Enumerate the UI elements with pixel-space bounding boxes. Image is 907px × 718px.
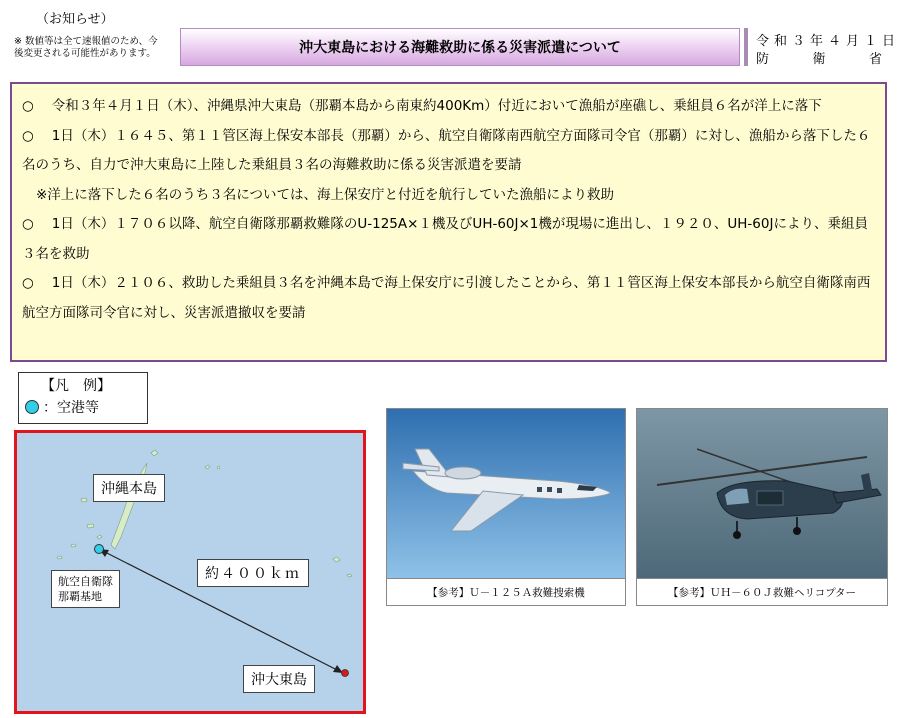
- summary-item-3: [22, 210, 875, 269]
- issue-date: 令和３年４月１日: [756, 34, 901, 49]
- small-island-shape: [217, 466, 220, 469]
- distance-label: 約４００ｋｍ: [197, 559, 309, 587]
- uh60j-helicopter-photo: [637, 409, 887, 579]
- legend-item-airport: [25, 397, 147, 417]
- small-island-shape: [71, 544, 76, 547]
- summary-text: 令和３年４月１日（木）、沖縄県沖大東島（那覇本島から南東約400Km）付近において漁船が座礁し、乗組員６名が洋上に落下: [51, 98, 822, 114]
- small-island-shape: [57, 556, 62, 559]
- u125a-photo-panel: [386, 408, 626, 606]
- u125a-caption: 【参考】Ｕ－１２５Ａ救難捜索機: [387, 578, 625, 605]
- small-island-shape: [81, 498, 87, 502]
- notice-label: （お知らせ）: [36, 12, 114, 27]
- title-divider: [744, 28, 748, 66]
- legend-item-label: ：空港等: [43, 400, 99, 416]
- small-island-shape: [205, 465, 210, 469]
- page-title: 沖大東島における海難救助に係る災害派遣について: [180, 28, 740, 66]
- ministry-char-2: 衛: [812, 52, 826, 67]
- disclaimer-note: ※ 数値等は全て速報値のため、今後変更される可能性があります。: [14, 36, 158, 59]
- small-island-shape: [151, 450, 158, 456]
- small-island-shape: [333, 557, 340, 562]
- airport-dot-icon: [25, 400, 39, 414]
- okidaito-island-marker: [342, 670, 349, 677]
- bullet-mark: ○: [22, 216, 34, 232]
- base-label-line1: 航空自衛隊: [58, 575, 113, 588]
- bullet-mark: ○: [22, 98, 34, 114]
- small-island-shape: [97, 535, 102, 539]
- okinawa-label: 沖縄本島: [93, 474, 165, 502]
- summary-item-1: [22, 92, 875, 122]
- summary-text: 1日（木）１６４５、第１１管区海上保安本部長（那覇）から、航空自衛隊南西航空方面隊司令官（那覇）に対し、漁船から落下した６名のうち、自力で沖大東島に上陸した乗組員３名の海難救助に係る災害派遣を要請: [22, 127, 871, 173]
- naha-airbase-marker: [95, 545, 104, 554]
- small-island-shape: [347, 574, 352, 577]
- summary-box: [10, 82, 887, 362]
- uh60j-caption: 【参考】ＵＨ－６０Ｊ救難ヘリコプター: [637, 578, 887, 605]
- uh60j-photo-panel: [636, 408, 888, 606]
- map-panel: [14, 430, 366, 714]
- ministry-char-3: 省: [868, 52, 882, 67]
- bullet-mark: ○: [22, 275, 34, 291]
- ministry-char-1: 防: [756, 52, 770, 67]
- u125a-aircraft-photo: [387, 409, 625, 579]
- bullet-mark: ○: [22, 127, 34, 144]
- summary-text: 1日（木）２１０６、救助した乗組員３名を沖縄本島で海上保安庁に引渡したことから、第１１管区海上保安本部長から航空自衛隊南西航空方面隊司令官に対し、災害派遣撤収を要請: [22, 275, 871, 321]
- summary-text: 1日（木）１７０６以降、航空自衛隊那覇救難隊のU-125A×１機及びUH-60J×1機が現場に進出し、１９２０、UH-60Jにより、乗組員３名を救助: [22, 216, 868, 262]
- ministry-name: [756, 48, 882, 67]
- base-label-line2: 那覇基地: [58, 590, 102, 603]
- okidaito-label: 沖大東島: [243, 665, 315, 693]
- summary-item-2: [22, 122, 875, 181]
- small-island-shape: [87, 524, 94, 528]
- summary-item-4: [22, 269, 875, 328]
- map-legend: [18, 372, 148, 424]
- summary-note: ※洋上に落下した６名のうち３名については、海上保安庁と付近を航行していた漁船により救助: [36, 186, 615, 203]
- naha-base-label: [51, 570, 120, 608]
- legend-title: 【凡 例】: [41, 378, 111, 394]
